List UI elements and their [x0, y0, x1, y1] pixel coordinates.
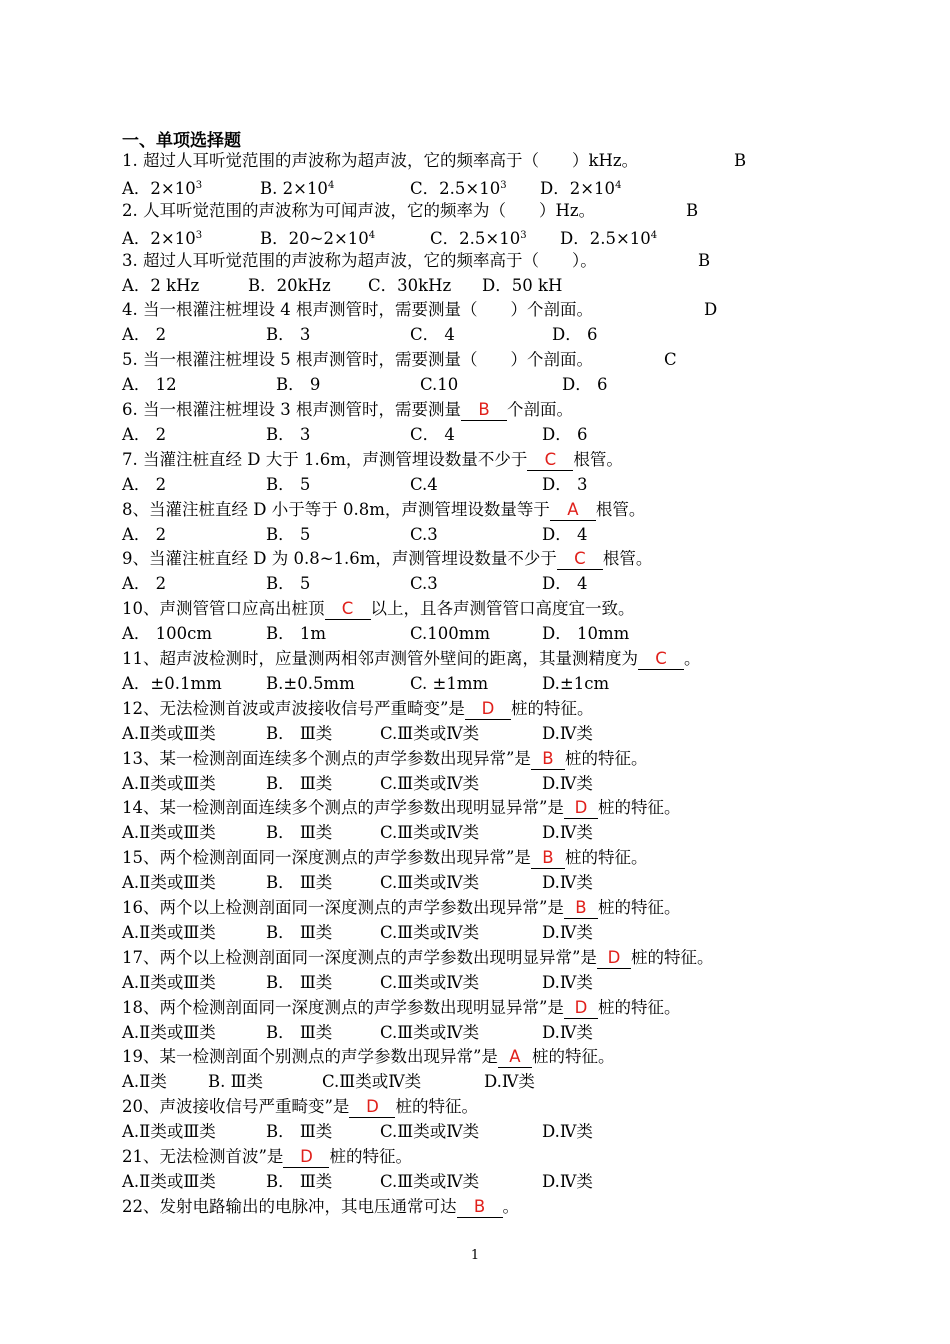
option-label: B． Ⅲ类	[266, 1022, 333, 1042]
option-d[interactable]	[542, 524, 587, 546]
option-label: B． Ⅲ类	[266, 1122, 333, 1142]
question-stem	[122, 548, 652, 572]
option-b[interactable]	[266, 524, 310, 546]
option-c[interactable]	[322, 1071, 421, 1093]
page-number: 1	[470, 1248, 480, 1263]
option-label: A.Ⅱ类或Ⅲ类	[122, 723, 216, 743]
option-exponent: 3	[500, 179, 507, 191]
answer-blank[interactable]: D	[465, 699, 511, 720]
option-b[interactable]	[266, 324, 310, 346]
option-d[interactable]	[552, 324, 597, 346]
option-label: B． 9	[276, 375, 321, 395]
option-label: D．2×10	[540, 178, 616, 198]
option-label: A.Ⅱ类或Ⅲ类	[122, 773, 216, 793]
option-a[interactable]	[122, 773, 216, 795]
option-label: D． 10mm	[542, 624, 630, 644]
option-label: A.Ⅱ类或Ⅲ类	[122, 823, 216, 843]
option-label: A． 100cm	[122, 624, 213, 644]
option-b[interactable]	[266, 723, 332, 745]
option-c[interactable]	[380, 723, 479, 745]
option-label: D.±1cm	[542, 673, 610, 693]
option-c[interactable]	[410, 474, 438, 496]
question-text: 1. 超过人耳听觉范围的声波称为超声波，它的频率高于（ ）kHz。	[122, 151, 639, 170]
option-label: D． 4	[542, 524, 588, 544]
answer-blank[interactable]: B	[461, 400, 507, 421]
option-c[interactable]	[368, 275, 451, 297]
option-c[interactable]	[410, 623, 490, 645]
option-label: D.Ⅳ类	[542, 873, 593, 893]
answer-blank[interactable]: C	[557, 549, 603, 570]
option-label: D.Ⅳ类	[542, 1171, 593, 1191]
option-b[interactable]	[260, 175, 334, 200]
option-label: C.3	[410, 574, 438, 594]
question-text-after: 桩的特征。	[630, 947, 714, 967]
answer-blank[interactable]: A	[498, 1047, 532, 1068]
option-label: A．2×10	[122, 228, 196, 248]
answer-blank[interactable]: D	[564, 798, 598, 819]
option-label: A.Ⅱ类或Ⅲ类	[122, 1171, 216, 1191]
question-text-before: 21、无法检测首波”是	[122, 1147, 284, 1166]
option-label: A.Ⅱ类或Ⅲ类	[122, 1022, 216, 1042]
question-text-before: 19、某一检测剖面个别测点的声学参数出现异常”是	[122, 1047, 498, 1067]
question-stem	[122, 449, 623, 473]
option-a[interactable]	[122, 524, 166, 546]
option-label: A．±0.1mm	[122, 673, 222, 693]
option-a[interactable]	[122, 374, 177, 396]
question-stem	[122, 997, 680, 1021]
option-label: D.Ⅳ类	[542, 723, 593, 743]
option-label: A.Ⅱ类	[122, 1072, 167, 1092]
option-label: A． 2	[122, 574, 167, 594]
question-text-before: 14、某一检测剖面连续多个测点的声学参数出现明显异常”是	[122, 798, 564, 818]
option-d[interactable]	[540, 175, 621, 200]
option-d[interactable]	[542, 474, 587, 496]
option-label: D． 6	[552, 325, 598, 345]
question-text-after: 。	[684, 649, 701, 668]
option-label: B． 5	[266, 574, 311, 594]
option-a[interactable]	[122, 175, 202, 200]
option-label: A.Ⅱ类或Ⅲ类	[122, 922, 216, 942]
option-label: B． Ⅲ类	[266, 723, 333, 743]
option-c[interactable]	[380, 872, 479, 894]
option-d[interactable]	[542, 623, 629, 645]
option-d[interactable]	[484, 1071, 535, 1093]
option-b[interactable]	[266, 872, 332, 894]
answer-blank[interactable]: A	[550, 500, 596, 521]
answer-blank[interactable]: C	[527, 450, 573, 471]
question-stem	[122, 349, 677, 373]
option-c[interactable]	[410, 424, 455, 446]
option-a[interactable]	[122, 922, 216, 944]
option-c[interactable]	[380, 1121, 479, 1143]
question-stem	[122, 847, 647, 871]
option-label: C.Ⅲ类或Ⅳ类	[380, 1171, 480, 1191]
question-text-after: 个剖面。	[506, 400, 573, 419]
question-text-before: 7. 当灌注桩直经 D 大于 1.6m，声测管埋设数量不少于	[122, 449, 528, 469]
option-b[interactable]	[266, 922, 332, 944]
option-label: B． Ⅲ类	[266, 972, 333, 992]
option-label: A． 2	[122, 424, 167, 444]
question-text-after: 桩的特征。	[395, 1097, 478, 1117]
option-d[interactable]	[542, 872, 593, 894]
option-exponent: 3	[520, 229, 527, 241]
answer-letter: D	[704, 300, 718, 320]
option-label: D.Ⅳ类	[542, 823, 593, 843]
option-b[interactable]	[266, 424, 310, 446]
answer-blank[interactable]: D	[349, 1097, 395, 1118]
option-d[interactable]	[542, 1171, 593, 1193]
question-stem	[122, 250, 711, 274]
option-label: A.Ⅱ类或Ⅲ类	[122, 873, 216, 893]
question-text-before: 20、声波接收信号严重畸变”是	[122, 1097, 350, 1117]
option-label: A.Ⅱ类或Ⅲ类	[122, 1122, 216, 1142]
option-label: C．2.5×10	[410, 178, 501, 198]
option-b[interactable]	[266, 972, 332, 994]
option-exponent: 4	[615, 179, 622, 191]
option-label: D． 3	[542, 474, 588, 494]
question-text-before: 17、两个以上检测剖面同一深度测点的声学参数出现明显异常”是	[122, 947, 597, 967]
option-label: C.Ⅲ类或Ⅳ类	[380, 922, 480, 942]
answer-letter: C	[664, 350, 677, 370]
question-text: 4. 当一根灌注桩埋设 4 根声测管时，需要测量（ ）个剖面。	[122, 300, 593, 320]
option-label: C.Ⅲ类或Ⅳ类	[380, 1122, 480, 1142]
question-stem	[122, 1196, 519, 1220]
option-label: B．20~2×10	[260, 228, 369, 248]
question-text-after: 桩的特征。	[564, 848, 648, 868]
option-d[interactable]	[542, 922, 593, 944]
question-text-after: 以上，且各声测管管口高度宜一致。	[370, 599, 635, 619]
answer-blank[interactable]: B	[531, 848, 565, 869]
option-d[interactable]	[542, 1121, 593, 1143]
option-a[interactable]	[122, 1022, 216, 1044]
question-text-after: 根管。	[595, 499, 646, 519]
option-label: D．50 kH	[482, 275, 563, 295]
option-label: B． 3	[266, 424, 311, 444]
question-text-after: 。	[502, 1196, 519, 1216]
answer-letter: B	[686, 200, 699, 220]
question-text-before: 22、发射电路输出的电脉冲，其电压通常可达	[122, 1196, 457, 1216]
option-a[interactable]	[122, 324, 166, 346]
option-d[interactable]	[562, 374, 607, 396]
option-label: C． 4	[410, 424, 455, 444]
question-text-before: 11、超声波检测时，应量测两相邻声测管外壁间的距离，其量测精度为	[122, 649, 638, 668]
option-d[interactable]	[542, 773, 593, 795]
question-stem	[122, 200, 699, 224]
option-a[interactable]	[122, 673, 222, 695]
option-d[interactable]	[542, 1022, 593, 1044]
option-b[interactable]	[266, 623, 326, 645]
option-d[interactable]	[542, 822, 593, 844]
question-text-before: 9、当灌注桩直经 D 为 0.8~1.6m，声测管埋设数量不少于	[122, 549, 557, 569]
option-d[interactable]	[542, 573, 587, 595]
option-b[interactable]	[266, 474, 310, 496]
option-label: C.3	[410, 524, 438, 544]
option-label: C.Ⅲ类或Ⅳ类	[380, 823, 480, 843]
question-text-after: 桩的特征。	[597, 798, 681, 818]
option-label: C.Ⅲ类或Ⅳ类	[380, 1022, 480, 1042]
option-label: B.±0.5mm	[266, 673, 355, 693]
option-label: B． Ⅲ类	[266, 1171, 333, 1191]
option-a[interactable]	[122, 1121, 216, 1143]
question-text-after: 根管。	[602, 549, 653, 569]
option-label: B. 2×10	[260, 178, 328, 198]
option-label: C．30kHz	[368, 275, 452, 295]
option-d[interactable]	[542, 673, 609, 695]
question-stem	[122, 648, 701, 672]
option-c[interactable]	[380, 1022, 479, 1044]
option-b[interactable]	[248, 275, 331, 297]
option-label: D． 6	[562, 375, 608, 395]
option-label: C.Ⅲ类或Ⅳ类	[380, 873, 480, 893]
option-label: B． Ⅲ类	[266, 823, 333, 843]
option-c[interactable]	[430, 225, 527, 250]
question-text-after: 桩的特征。	[597, 997, 681, 1017]
option-label: D.Ⅳ类	[542, 1022, 593, 1042]
question-text-after: 桩的特征。	[329, 1147, 412, 1166]
option-label: C． 4	[410, 325, 455, 345]
option-label: C.100mm	[410, 624, 491, 644]
option-a[interactable]	[122, 872, 216, 894]
option-c[interactable]	[380, 822, 479, 844]
option-exponent: 3	[195, 229, 203, 241]
question-text: 5. 当一根灌注桩埋设 5 根声测管时，需要测量（ ）个剖面。	[122, 350, 593, 370]
section-title: 一、单项选择题	[122, 131, 241, 151]
option-d[interactable]	[482, 275, 562, 297]
question-stem	[122, 299, 718, 323]
option-label: C.Ⅲ类或Ⅳ类	[380, 773, 480, 793]
option-label: A.Ⅱ类或Ⅲ类	[122, 972, 216, 992]
option-b[interactable]	[266, 673, 355, 695]
option-label: A． 2	[122, 524, 167, 544]
option-label: A．2 kHz	[122, 275, 200, 295]
option-label: C.4	[410, 474, 438, 494]
option-c[interactable]	[380, 1171, 479, 1193]
option-label: B． 5	[266, 524, 311, 544]
option-c[interactable]	[410, 324, 455, 346]
option-c[interactable]	[380, 922, 479, 944]
question-text-before: 15、两个检测剖面同一深度测点的声学参数出现异常”是	[122, 848, 531, 868]
option-label: D.Ⅳ类	[542, 972, 593, 992]
option-a[interactable]	[122, 623, 212, 645]
option-label: D．2.5×10	[560, 228, 651, 248]
option-label: B． Ⅲ类	[266, 873, 333, 893]
question-stem	[122, 1146, 412, 1170]
option-label: B．20kHz	[248, 275, 331, 295]
option-c[interactable]	[410, 573, 438, 595]
option-b[interactable]	[276, 374, 320, 396]
question-stem	[122, 897, 680, 921]
option-label: A． 2	[122, 325, 167, 345]
question-text-after: 桩的特征。	[564, 748, 648, 768]
option-b[interactable]	[266, 1121, 332, 1143]
option-label: C．2.5×10	[430, 228, 521, 248]
option-label: D． 6	[542, 424, 588, 444]
option-c[interactable]	[410, 673, 488, 695]
option-label: C.Ⅲ类或Ⅳ类	[380, 723, 480, 743]
question-text-after: 桩的特征。	[531, 1047, 615, 1067]
question-text: 3. 超过人耳听觉范围的声波称为超声波，它的频率高于（ ）。	[122, 250, 597, 270]
option-label: B． Ⅲ类	[266, 922, 333, 942]
question-text-before: 8、当灌注桩直经 D 小于等于 0.8m，声测管埋设数量等于	[122, 499, 550, 519]
option-b[interactable]	[266, 773, 332, 795]
option-d[interactable]	[542, 972, 593, 994]
option-c[interactable]	[410, 175, 507, 200]
question-stem	[122, 748, 647, 772]
option-label: B． Ⅲ类	[266, 773, 333, 793]
question-text-after: 根管。	[573, 449, 623, 469]
option-a[interactable]	[122, 424, 166, 446]
option-label: A．2×10	[122, 178, 196, 198]
question-stem	[122, 399, 573, 423]
question-stem	[122, 1046, 614, 1070]
option-label: C.Ⅲ类或Ⅳ类	[322, 1072, 422, 1092]
option-a[interactable]	[122, 1171, 216, 1193]
option-a[interactable]	[122, 1071, 167, 1093]
option-b[interactable]	[260, 225, 375, 250]
answer-blank[interactable]: C	[325, 599, 371, 620]
option-label: D.Ⅳ类	[542, 922, 593, 942]
option-b[interactable]	[266, 573, 310, 595]
question-text-before: 16、两个以上检测剖面同一深度测点的声学参数出现异常”是	[122, 898, 564, 917]
option-label: D． 4	[542, 574, 588, 594]
question-text-after: 桩的特征。	[510, 698, 594, 718]
option-label: A． 12	[122, 375, 177, 395]
option-label: D.Ⅳ类	[484, 1072, 535, 1092]
question-stem	[122, 797, 680, 821]
question-text-before: 10、声测管管口应高出桩顶	[122, 599, 325, 619]
question-stem	[122, 947, 713, 971]
answer-blank[interactable]: C	[638, 649, 684, 670]
question-stem	[122, 150, 747, 174]
option-exponent: 3	[195, 179, 203, 191]
option-c[interactable]	[380, 972, 479, 994]
option-a[interactable]	[122, 225, 202, 250]
option-a[interactable]	[122, 723, 216, 745]
option-a[interactable]	[122, 972, 216, 994]
answer-blank[interactable]: B	[564, 898, 598, 919]
option-label: A． 2	[122, 474, 167, 494]
question-text-before: 13、某一检测剖面连续多个测点的声学参数出现异常”是	[122, 748, 531, 768]
option-label: B. Ⅲ类	[208, 1072, 264, 1092]
option-c[interactable]	[410, 524, 438, 546]
answer-blank[interactable]: B	[531, 749, 565, 770]
option-label: C.10	[420, 375, 459, 395]
question-text-before: 6. 当一根灌注桩埋设 3 根声测管时，需要测量	[122, 400, 461, 419]
answer-blank[interactable]: D	[564, 998, 598, 1019]
option-label: B． 5	[266, 474, 311, 494]
option-exponent: 4	[327, 179, 335, 191]
answer-blank[interactable]: D	[597, 948, 631, 969]
option-label: B． 1m	[266, 624, 327, 644]
option-b[interactable]	[266, 1171, 332, 1193]
question-stem	[122, 499, 645, 523]
answer-letter: B	[698, 250, 711, 270]
question-text-before: 18、两个检测剖面同一深度测点的声学参数出现明显异常”是	[122, 997, 564, 1017]
option-d[interactable]	[560, 225, 657, 250]
answer-blank[interactable]: B	[457, 1197, 503, 1218]
question-text-after: 桩的特征。	[597, 898, 681, 917]
option-a[interactable]	[122, 573, 166, 595]
option-a[interactable]	[122, 474, 166, 496]
question-stem	[122, 698, 593, 722]
question-stem	[122, 1096, 478, 1120]
question-stem	[122, 598, 635, 622]
option-exponent: 4	[650, 229, 658, 241]
question-text: 2. 人耳听觉范围的声波称为可闻声波，它的频率为（ ）Hz。	[122, 200, 596, 220]
option-d[interactable]	[542, 723, 593, 745]
option-label: D.Ⅳ类	[542, 1122, 593, 1142]
option-d[interactable]	[542, 424, 587, 446]
option-label: C. ±1mm	[410, 673, 489, 693]
option-label: C.Ⅲ类或Ⅳ类	[380, 972, 480, 992]
option-exponent: 4	[368, 229, 376, 241]
option-label: D.Ⅳ类	[542, 773, 593, 793]
option-label: B． 3	[266, 325, 311, 345]
option-a[interactable]	[122, 275, 199, 297]
option-c[interactable]	[380, 773, 479, 795]
option-b[interactable]	[266, 822, 332, 844]
option-a[interactable]	[122, 822, 216, 844]
option-b[interactable]	[266, 1022, 332, 1044]
option-c[interactable]	[420, 374, 458, 396]
question-text-before: 12、无法检测首波或声波接收信号严重畸变”是	[122, 698, 465, 718]
option-b[interactable]	[208, 1071, 263, 1093]
answer-blank[interactable]: D	[283, 1147, 329, 1168]
answer-letter: B	[734, 151, 747, 170]
